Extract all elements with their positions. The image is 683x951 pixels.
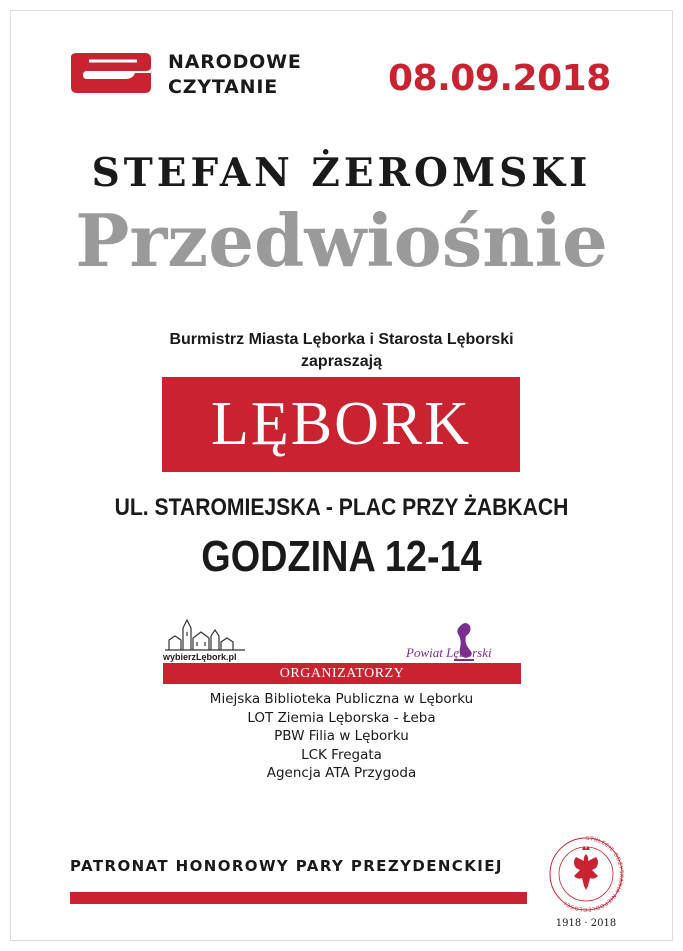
event-location: UL. STAROMIEJSKA - PLAC PRZY ŻABKACH xyxy=(114,494,569,521)
logo-wordmark xyxy=(168,50,302,100)
partner-logo-2-text: Powiat Lęborski xyxy=(406,645,492,660)
logo-line-1: NARODOWE xyxy=(168,51,302,73)
footer-red-bar xyxy=(70,892,527,904)
organizers-title: ORGANIZATORZY xyxy=(279,665,405,681)
honorary-patronage: PATRONAT HONOROWY PARY PREZYDENCKIEJ xyxy=(70,857,503,875)
list-item: LOT Ziemia Lęborska - Łeba xyxy=(247,709,436,726)
book-author: STEFAN ŻEROMSKI xyxy=(91,150,592,196)
open-book-icon xyxy=(67,51,153,95)
logo-line-2: CZYTANIE xyxy=(168,76,279,98)
list-item: Agencja ATA Przygoda xyxy=(266,765,417,782)
invitation-hosts: Burmistrz Miasta Lęborka i Starosta Lęborski xyxy=(169,331,514,348)
partner-logo-1-text: wybierzLębork.pl xyxy=(163,652,237,662)
event-date: 08.09.2018 xyxy=(388,58,611,99)
book-title: Przedwiośnie xyxy=(75,198,608,283)
list-item: Miejska Biblioteka Publiczna w Lęborku xyxy=(209,691,474,707)
emblem-years: 1918 · 2018 xyxy=(555,918,617,929)
list-item: PBW Filia w Lęborku xyxy=(274,728,409,745)
invitation-verb: zapraszają xyxy=(301,353,382,370)
emblem-ring-text: STULECIE ODZYSKANIA NIEPODLEGŁOŚCI xyxy=(563,835,624,913)
organizers-list xyxy=(0,690,683,783)
organizers-header xyxy=(163,663,521,684)
list-item: LCK Fregata xyxy=(301,746,382,763)
white-eagle-emblem xyxy=(540,832,632,930)
city-name: LĘBORK xyxy=(211,390,471,458)
city-banner xyxy=(162,377,520,472)
event-hours: GODZINA 12-14 xyxy=(201,532,482,581)
